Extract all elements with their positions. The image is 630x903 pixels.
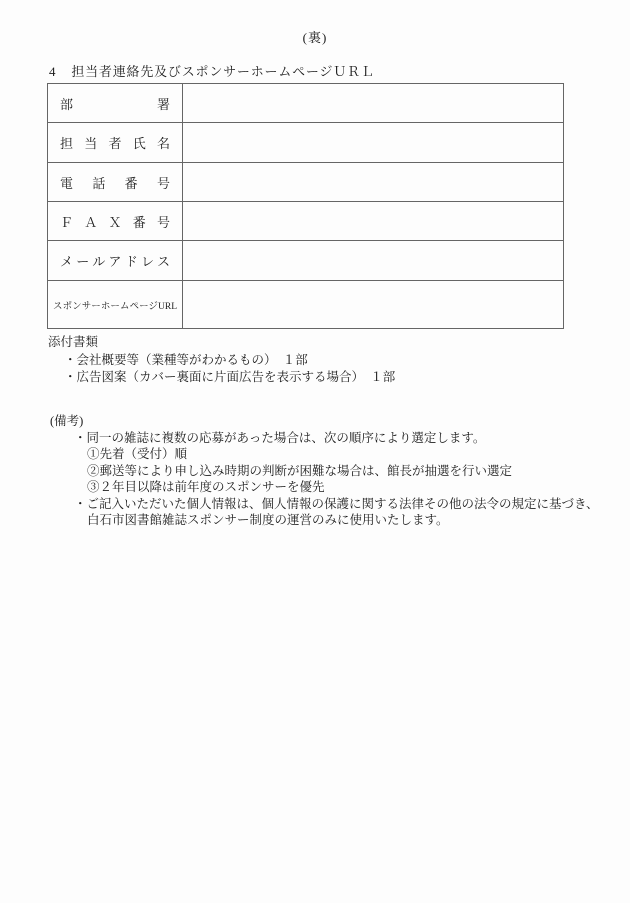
row-label-email-address: メールアドレス — [48, 241, 183, 281]
table-row-phone-number — [48, 163, 564, 202]
row-value-contact-person-name — [183, 123, 564, 163]
row-value-phone-number — [183, 163, 564, 202]
table-row-fax-number — [48, 202, 564, 241]
attachments-heading: 添付書類 — [48, 335, 99, 349]
remark-line: ・ご記入いただいた個人情報は、個人情報の保護に関する法律その他の法令の規定に基づき、 — [74, 496, 599, 511]
row-value-department — [183, 84, 564, 123]
row-label-fax-number: ＦＡＸ番号 — [48, 202, 183, 241]
row-label-phone-number: 電話番号 — [48, 163, 183, 202]
attachment-item: ・広告図案（カバー裏面に片面広告を表示する場合） １部 — [64, 370, 396, 384]
section-number: 4 — [49, 64, 57, 79]
row-value-fax-number — [183, 202, 564, 241]
row-label-sponsor-homepage-url: スポンサーホームページURL — [48, 281, 183, 329]
remark-line: ②郵送等により申し込み時期の判断が困難な場合は、館長が抽選を行い選定 — [87, 463, 513, 478]
contact-info-table — [47, 83, 564, 329]
remark-line: 白石市図書館雑誌スポンサー制度の運営のみに使用いたします。 — [87, 513, 449, 527]
remark-line: ・同一の雑誌に複数の応募があった場合は、次の順序により選定します。 — [74, 430, 486, 445]
remark-line: ③２年目以降は前年度のスポンサーを優先 — [87, 480, 325, 494]
row-label-contact-person-name: 担当者氏名 — [48, 123, 183, 163]
attachments-section — [48, 334, 395, 387]
section-heading — [49, 61, 375, 80]
row-label-department: 部署 — [48, 84, 183, 123]
row-value-email-address — [183, 241, 564, 281]
remarks-heading: (備考) — [50, 414, 84, 428]
table-row-sponsor-homepage-url — [48, 281, 564, 329]
row-value-sponsor-homepage-url — [183, 281, 564, 329]
remarks-section — [50, 413, 599, 529]
remark-line: ①先着（受付）順 — [87, 447, 188, 461]
table-row-department — [48, 84, 564, 123]
attachment-item: ・会社概要等（業種等がわかるもの） １部 — [64, 352, 308, 367]
table-row-contact-person-name — [48, 123, 564, 163]
section-title: 担当者連絡先及びスポンサーホームページＵＲＬ — [71, 64, 375, 79]
table-row-email-address — [48, 241, 564, 281]
page-side-label: (裏) — [302, 30, 328, 45]
